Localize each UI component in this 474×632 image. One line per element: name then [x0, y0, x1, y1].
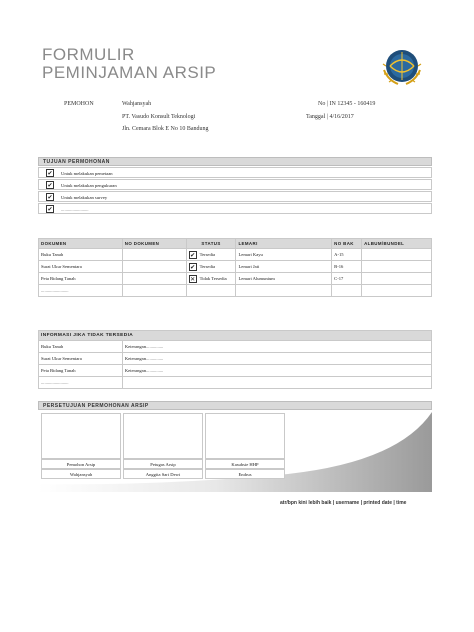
cabinet [236, 285, 332, 297]
note-field[interactable] [122, 377, 431, 389]
status-check-icon[interactable]: ✔ [190, 251, 196, 259]
applicant-address: Jln. Cemara Blok E No 10 Bandung [122, 126, 209, 132]
status-cross-icon[interactable]: ✕ [190, 275, 196, 283]
document-name: Surat Ukur Sementara [39, 261, 123, 273]
purpose-checkbox[interactable]: ✔ [47, 206, 53, 213]
signer-name: Endrus [205, 469, 285, 479]
purpose-checkbox[interactable]: ✔ [47, 182, 53, 189]
form-title-line2: PEMINJAMAN ARSIP [42, 63, 217, 82]
document-number[interactable] [122, 261, 186, 273]
table-row [39, 353, 432, 365]
document-number[interactable] [122, 249, 186, 261]
document-name: Buku Tanah [39, 249, 123, 261]
column-header: NO BAK [332, 239, 362, 249]
footer-text: atr/bpn kini lebih baik | username | printed date | time [280, 500, 407, 506]
document-number[interactable] [122, 273, 186, 285]
status-check-icon[interactable]: ✔ [190, 263, 196, 271]
purpose-checkbox[interactable]: ✔ [47, 194, 53, 201]
document-name: Peta Bidang Tanah [39, 365, 123, 377]
table-row [39, 365, 432, 377]
signature-box-officer[interactable] [123, 413, 203, 459]
purpose-item [38, 179, 432, 190]
signature-box-applicant[interactable] [41, 413, 121, 459]
document-number[interactable] [122, 285, 186, 297]
request-number: No | IN 12345 - 160419 [318, 101, 376, 107]
signer-role: Petugas Arsip [123, 459, 203, 469]
signer-role: Pemohon Arsip [41, 459, 121, 469]
album-bundle[interactable] [362, 285, 432, 297]
note-field[interactable]: Keterangan............... [122, 365, 431, 377]
purpose-item [38, 203, 432, 214]
box-number: C-17 [332, 273, 362, 285]
column-header: LEMARI [236, 239, 332, 249]
applicant-name: Wahjansyah [122, 101, 152, 107]
column-header: DOKUMEN [39, 239, 123, 249]
unavailable-table [38, 330, 432, 389]
purpose-item [38, 191, 432, 202]
unavailable-header-row [39, 331, 432, 341]
note-field[interactable]: Keterangan............... [122, 353, 431, 365]
purpose-checkbox[interactable]: ✔ [47, 170, 53, 177]
applicant-company: PT. Vasudo Konsult Teknologi [122, 114, 196, 120]
purpose-label: Untuk melakukan pengukuran [61, 183, 117, 188]
signature-box-head[interactable] [205, 413, 285, 459]
approval-header: PERSETUJUAN PERMOHONAN ARSIP [38, 401, 432, 410]
table-row [39, 285, 432, 297]
column-header: ALBUM/BUNDEL [362, 239, 432, 249]
note-field[interactable]: Keterangan............... [122, 341, 431, 353]
signer-name: Wahjansyah [41, 469, 121, 479]
document-name: Buku Tanah [39, 341, 123, 353]
cabinet: Lemari Alumunium [236, 273, 332, 285]
status-label: Tersedia [199, 251, 216, 257]
status-label: Tersedia [199, 263, 216, 269]
form-title-line1: FORMULIR [42, 45, 135, 64]
signer-role: Kasubsie HHP [205, 459, 285, 469]
cabinet: Lemari Jati [236, 261, 332, 273]
request-date: Tanggal | 4/16/2017 [306, 114, 354, 120]
column-header: STATUS [186, 239, 236, 249]
documents-table [38, 238, 432, 297]
document-name: Peta Bidang Tanah [39, 273, 123, 285]
table-row [39, 341, 432, 353]
table-row [39, 261, 432, 273]
document-name: ........................ [39, 285, 123, 297]
document-status [186, 285, 236, 297]
purpose-label: Untuk melakukan survey [61, 195, 108, 200]
table-row [39, 273, 432, 285]
applicant-label: PEMOHON [64, 101, 94, 107]
purpose-label: Untuk melakukan pemetaan [61, 171, 113, 176]
bpn-emblem-icon [380, 44, 424, 88]
document-name: Surat Ukur Sementara [39, 353, 123, 365]
box-number: A-15 [332, 249, 362, 261]
album-bundle[interactable] [362, 273, 432, 285]
documents-header-row [39, 239, 432, 249]
album-bundle[interactable] [362, 249, 432, 261]
unavailable-header: INFORMASI JIKA TIDAK TERSEDIA [39, 331, 432, 341]
purpose-label: ........................ [61, 207, 89, 212]
column-header: NO DOKUMEN [122, 239, 186, 249]
table-row [39, 249, 432, 261]
document-status [186, 261, 236, 273]
cabinet: Lemari Kayu [236, 249, 332, 261]
document-status [186, 249, 236, 261]
box-number: B-16 [332, 261, 362, 273]
album-bundle[interactable] [362, 261, 432, 273]
signer-name: Anggita Sari Dewi [123, 469, 203, 479]
purpose-header: TUJUAN PERMOHONAN [38, 157, 432, 166]
document-name: ........................ [39, 377, 123, 389]
status-label: Tidak Tersedia [199, 275, 227, 281]
purpose-item [38, 167, 432, 178]
box-number [332, 285, 362, 297]
document-status [186, 273, 236, 285]
table-row [39, 377, 432, 389]
